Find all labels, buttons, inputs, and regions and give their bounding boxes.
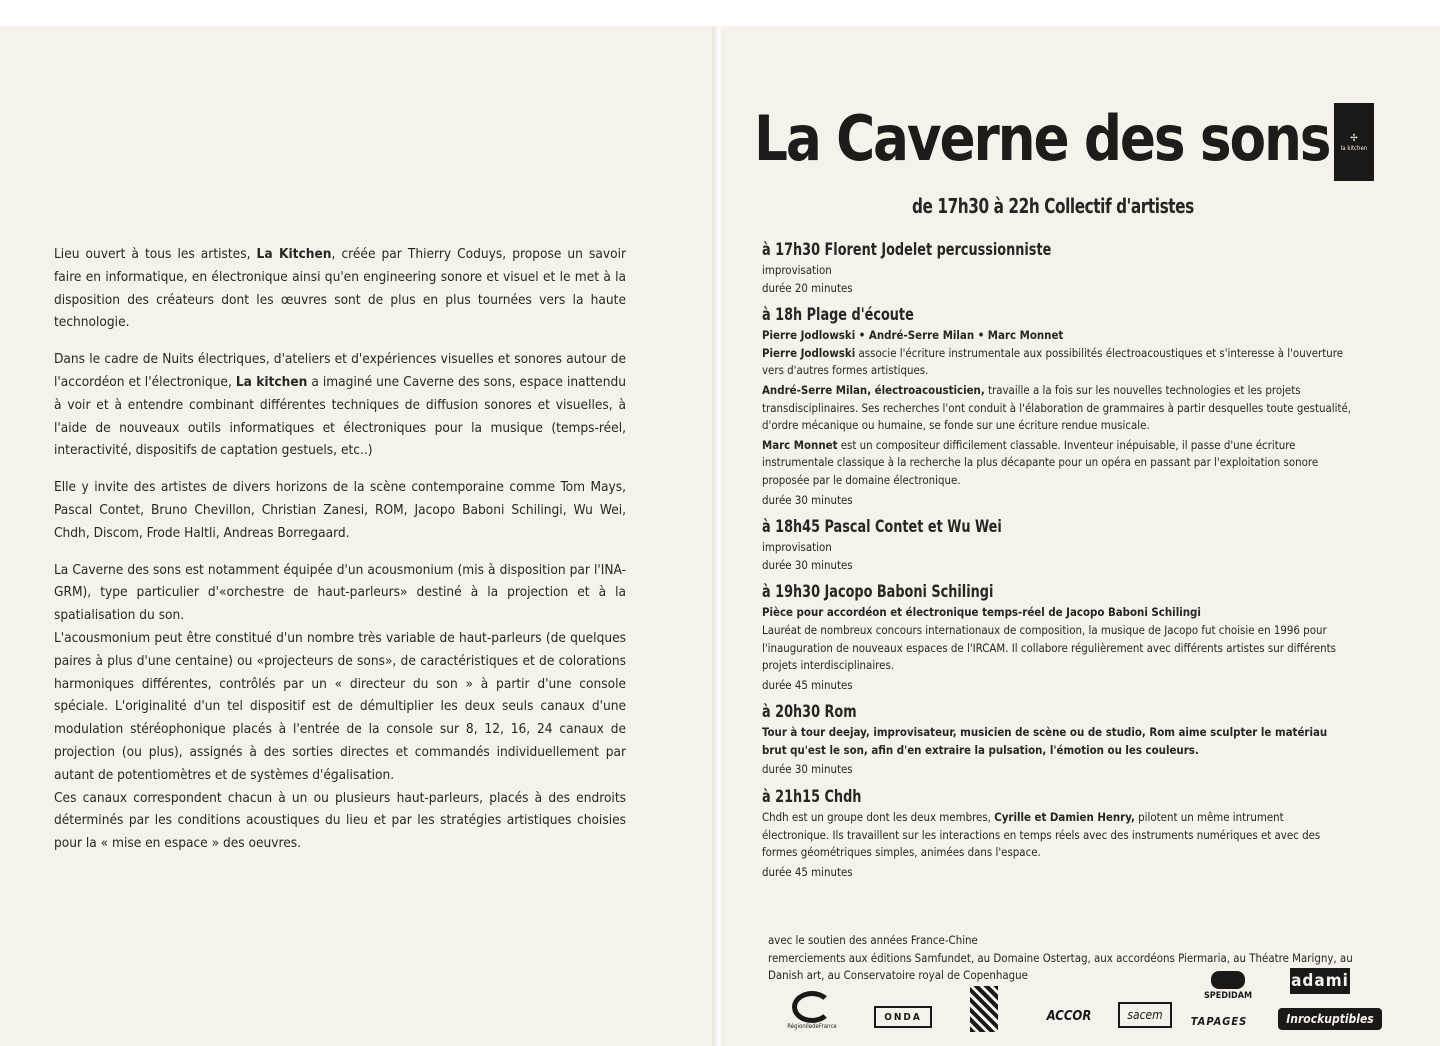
- schedule-slot: [762, 700, 1354, 779]
- bold-text: Tour à tour deejay, improvisateur, musicien de scène ou de studio, Rom aime sculpter le matériau brut qu'est le son, afin d'en extraire la pulsation, l'émotion ou les couleurs.: [762, 725, 1328, 757]
- slot-line: Pièce pour accordéon et électronique temps-réel de Jacopo Baboni Schilingi: [762, 605, 1201, 620]
- slot-duration: durée 45 minutes: [762, 677, 853, 692]
- sacem-logo: sacem: [1118, 1002, 1172, 1028]
- slot-description: [762, 622, 1354, 675]
- schedule-slot: [762, 238, 1354, 297]
- credits-thanks: remerciements aux éditions Samfundet, au Domaine Ostertag, aux accordéons Piermaria, au Théatre Marigny, au Danish art, au Conservatoire royal de Copenhague: [768, 950, 1353, 983]
- text-run: associe l'écriture instrumentale aux possibilités électroacoustiques et s'interesse à l'ouverture vers d'autres formes artistiques.: [762, 345, 1344, 378]
- la-kitchen-logo: [1334, 103, 1374, 181]
- bold-text: Pierre Jodlowski: [762, 345, 856, 360]
- text-run: Elle y invite des artistes de divers horizons de la scène contemporaine comme Tom Mays, Pascal Contet, Bruno Chevillon, Christian Zanesi, ROM, Jacopo Baboni Schilingi, Wu Wei, Chdh, Discom, Frode Haltli, Andreas Borregaard.: [54, 479, 626, 541]
- text-run: Lauréat de nombreux concours internationaux de composition, la musique de Jacopo fut choisie en 1996 pour l'inauguration de nouveaux espaces de l'IRCAM. Il collabore régulièrement avec différents artistes sur différents projets interdisciplinaires.: [762, 622, 1336, 673]
- slot-description: [762, 345, 1354, 380]
- bold-text: Cyrille et Damien Henry,: [994, 810, 1135, 825]
- page-fold: [712, 26, 724, 1046]
- text-run: Ces canaux correspondent chacun à un ou plusieurs haut-parleurs, placés à des endroits déterminés par les conditions acoustiques du lieu et par les stratégies artistiques choisies pour la « mise en espace » des oeuvres.: [54, 789, 626, 852]
- intro-paragraph: [54, 243, 626, 334]
- bold-text: La kitchen: [235, 373, 308, 390]
- text-run: , créée par Thierry Coduys, propose un savoir faire en informatique, en électronique ainsi qu'en engineering sonore et visuel et le met à la disposition des créateurs dont les œuvres sont de plus en plus tournées vers la haute technologie.: [54, 246, 626, 331]
- region-ile-de-france-logo: [787, 990, 837, 1030]
- abstract-mark-logo: [970, 986, 998, 1032]
- text-run: est un compositeur difficilement classable. Inventeur inépuisable, il passe d'une écriture instrumentale classique à la recherche la plus décapante pour un opéra en passant par l'exploitation sonore proposée par le domaine électronique.: [762, 437, 1319, 487]
- slot-heading: à 18h Plage d'écoute: [762, 305, 914, 326]
- intro-text: [54, 243, 626, 855]
- spedidam-disc-icon: [1211, 971, 1245, 989]
- text-run: Chdh est un groupe dont les deux membres,: [762, 810, 995, 825]
- slot-line: Pierre Jodlowski • André-Serre Milan • Marc Monnet: [762, 328, 1064, 343]
- text-run: L'acousmonium peut être constitué d'un nombre très variable de haut-parleurs (de quelques paires à plus d'une centaine) ou «projecteurs de sons», de caractéristiques et de colorations harmoniques différentes, contrôlés par un « directeur du son » à partir d'une console spéciale. L'originalité d'un tel dispositif est de démultiplier les deux seuls canaux d'une modulation stéréophonique placés à l'entrée de la console sur 8, 12, 16, 24 canaux de projection (ou plus), assignés à des sorties directes et commandés individuellement par autant de potentiomètres et de systèmes d'égalisation.: [54, 629, 626, 783]
- bold-text: Marc Monnet: [762, 437, 838, 452]
- slot-description: [762, 809, 1354, 862]
- accor-logo: ACCOR: [1046, 1008, 1092, 1024]
- slot-line: durée 30 minutes: [762, 557, 853, 572]
- slot-heading: à 17h30 Florent Jodelet percussionniste: [762, 240, 1052, 260]
- slot-heading: à 19h30 Jacopo Baboni Schilingi: [762, 582, 994, 603]
- credits-support: avec le soutien des années France-Chine: [768, 933, 978, 947]
- slot-duration: durée 45 minutes: [762, 864, 853, 879]
- intro-paragraph: [54, 559, 626, 627]
- slot-description: [762, 724, 1354, 759]
- slot-duration: durée 30 minutes: [762, 762, 853, 777]
- intro-paragraph: [54, 787, 626, 855]
- intro-paragraph: [54, 476, 626, 544]
- text-run: a imaginé une Caverne des sons, espace inattendu à voir et à entendre combinant différentes techniques de diffusion sonores et visuelles, à l'aide de nouveaux outils informatiques et électroniques pour la musique (temps-réel, interactivité, dispositifs de captation gestuels, etc..): [54, 373, 626, 459]
- credits: [768, 932, 1368, 985]
- slot-line: durée 20 minutes: [762, 280, 853, 295]
- intro-paragraph: [54, 627, 626, 787]
- slot-description: [762, 437, 1354, 490]
- page-subtitle: de 17h30 à 22h Collectif d'artistes: [912, 194, 1194, 218]
- schedule: [762, 238, 1354, 887]
- slot-heading: à 18h45 Pascal Contet et Wu Wei: [762, 517, 1002, 538]
- onda-logo: ONDA: [874, 1006, 932, 1028]
- inrockuptibles-logo: Inrockuptibles: [1278, 1008, 1382, 1030]
- text-run: La Caverne des sons est notamment équipée d'un acousmonium (mis à disposition par l'INA-GRM), type particulier d'«orchestre de haut-parleurs» destiné à la projection et à la spatialisation du son.: [54, 561, 626, 624]
- spedidam-logo-text: SPEDIDAM: [1203, 991, 1253, 1001]
- slot-line: improvisation: [762, 263, 832, 277]
- slot-heading: à 20h30 Rom: [762, 702, 857, 723]
- slot-line: improvisation: [762, 540, 832, 555]
- spedidam-logo: [1198, 968, 1258, 1004]
- intro-paragraph: [54, 348, 626, 462]
- text-run: Dans le cadre de Nuits électriques, d'ateliers et d'expériences visuelles et sonores autour de l'accordéon et l'électronique,: [54, 351, 626, 390]
- page-title: La Caverne des sons: [754, 102, 1330, 175]
- schedule-slot: [762, 785, 1354, 881]
- adami-logo: adami: [1290, 968, 1350, 994]
- tapages-logo: TAPAGES: [1190, 1014, 1248, 1028]
- region-logo-text: RégionIledeFrance: [787, 1022, 837, 1030]
- slot-duration: durée 30 minutes: [762, 492, 853, 507]
- text-run: Lieu ouvert à tous les artistes,: [54, 246, 257, 262]
- text-run: pilotent un même intrument électronique. Ils travaillent sur les interactions en temps réels avec des instruments numériques et avec des formes géométriques simples, animées dans l'espace.: [762, 810, 1321, 860]
- region-swirl-icon: [792, 991, 832, 1023]
- slot-description: [762, 382, 1354, 435]
- schedule-slot: [762, 303, 1354, 509]
- bold-text: André-Serre Milan, électroacousticien,: [762, 382, 985, 397]
- kitchen-logo-text: la kitchen: [1340, 144, 1368, 152]
- text-run: travaille a la fois sur les nouvelles technologies et les projets transdisciplinaires. Ses recherches l'ont conduit à l'élaboration de grammaires à partir desquelles toute gestualité, d'ordre mécanique ou humaine, se fonde sur une écriture rendue musicale.: [762, 382, 1352, 433]
- kitchen-glyph-icon: ✢: [1350, 132, 1358, 144]
- bold-text: La Kitchen: [256, 246, 332, 262]
- schedule-slot: [762, 515, 1354, 574]
- schedule-slot: [762, 580, 1354, 694]
- slot-heading: à 21h15 Chdh: [762, 787, 862, 808]
